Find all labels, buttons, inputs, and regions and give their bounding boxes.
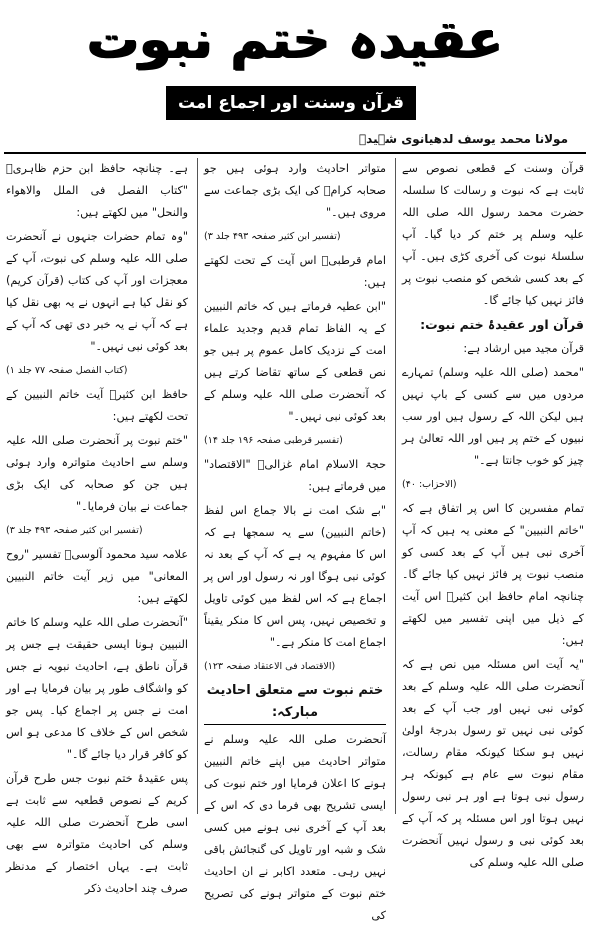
- column-divider: [197, 158, 198, 814]
- column-divider: [395, 158, 396, 814]
- citation: (تفسیر ابن کثیر صفحہ ۴۹۳ جلد ۳): [204, 231, 341, 242]
- section-heading: ختم نبوت سے متعلق احادیث مبارکہ:: [204, 680, 386, 725]
- article-paragraph: قرآن وسنت کے قطعی نصوص سے ثابت ہے کہ نبوت و رسالت کا سلسلہ حضرت محمد رسول اللہ صلی اللہ علیہ وسلم پر ختم کر دیا گیا۔ آپ سلسلۂ نبوت کی آخری کڑی ہیں۔ آپ کے بعد کسی شخص کو منصب نبوت پر فائز نہیں کیا جائے گا۔: [402, 162, 584, 307]
- article-paragraph: متواتر احادیث وارد ہوئی ہیں جو صحابہ کرامؓ کی ایک بڑی جماعت سے مروی ہیں۔": [204, 162, 386, 219]
- article-paragraph: "بے شک امت نے بالا جماع اس لفظ (خاتم النبیین) سے یہ سمجھا ہے کہ اس کا مفہوم یہ ہے کہ آپ کے بعد نہ کوئی نبی ہوگا اور نہ رسول اور اس پر اجماع ہے کہ اس لفظ میں کوئی تاویل و تخصیص نہیں، پس اس کا منکر یقیناً اجماع امت کا منکر ہے۔": [204, 504, 386, 649]
- article-paragraph: "یہ آیت اس مسئلہ میں نص ہے کہ آنحضرت صلی اللہ علیہ وسلم کے بعد کوئی نبی نہیں اور جب آپ کے بعد کوئی نبی نہیں تو رسول بدرجۂ اولیٰ نہیں ہو سکتا کیونکہ مقام رسالت، مقام نبوت سے عام ہے کیونکہ ہر رسول نبی ہوتا ہے اور ہر نبی رسول نہیں ہوتا اور اس مسئلہ پر کہ آپ کے بعد کوئی نبی و رسول نہیں آنحضرت صلی اللہ علیہ وسلم کی: [402, 658, 584, 869]
- citation: (تفسیر قرطبی صفحہ ۱۹۶ جلد ۱۴): [204, 435, 343, 446]
- article-column-2: [204, 158, 386, 922]
- page-title: عقیدہ ختم نبوت: [87, 10, 503, 70]
- article-paragraph: تمام مفسرین کا اس پر اتفاق ہے کہ "خاتم النبیین" کے معنی یہ ہیں کہ آپ آخری نبی ہیں آپ کے بعد کسی کو منصب نبوت پر فائز نہیں کیا جائے گا۔ چنانچہ امام حافظ ابن کثیرؒ اس آیت کے ذیل میں اپنی تفسیر میں لکھتے ہیں:: [402, 502, 584, 647]
- citation: (الاقتصاد فی الاعتقاد صفحہ ۱۲۳): [204, 661, 336, 672]
- article-paragraph: "ابن عطیہ فرماتے ہیں کہ خاتم النبیین کے یہ الفاظ تمام قدیم وجدید علماء امت کے نزدیک کامل عموم پر ہیں جو نص قطعی کے ساتھ تقاضا کرتے ہیں کہ آنحضرت صلی اللہ علیہ وسلم کے بعد کوئی نبی نہیں۔": [204, 300, 386, 423]
- article-paragraph: آنحضرت صلی اللہ علیہ وسلم نے متواتر احادیث میں اپنے خاتم النبیین ہونے کا اعلان فرمایا اور ختم نبوت کی ایسی تشریح بھی فرما دی کہ اس کے بعد آپ کے آخری نبی ہونے میں کسی شک و شبہ اور تاویل کی گنجائش باقی نہیں رہی۔ متعدد اکابر نے ان احادیث ختم نبوت کے متواتر ہونے کی تصریح کی: [204, 733, 386, 922]
- author-byline: مولانا محمد یوسف لدھیانوی شہیدؒ: [358, 132, 568, 146]
- article-column-3: [6, 158, 188, 895]
- article-paragraph: پس عقیدۂ ختم نبوت جس طرح قرآن کریم کے نصوص قطعیہ سے ثابت ہے اسی طرح آنحضرت صلی اللہ علیہ وسلم کی احادیث متواترہ سے بھی ثابت ہے۔ یہاں اختصار کے مدنظر صرف چند احادیث ذکر: [6, 772, 188, 895]
- article-paragraph: علامہ سید محمود آلوسیؒ تفسیر "روح المعانی" میں زیر آیت خاتم النبیین لکھتے ہیں:: [6, 548, 188, 605]
- article-paragraph: ہے۔ چنانچہ حافظ ابن حزم ظاہریؒ "کتاب الفصل فی الملل والاھواء والنحل" میں لکھتے ہیں:: [6, 162, 188, 219]
- header-rule: [4, 152, 586, 154]
- page-subtitle: قرآن وسنت اور اجماع امت کی روشنی میں: [178, 93, 404, 147]
- citation: (کتاب الفصل صفحہ ۷۷ جلد ۱): [6, 365, 128, 376]
- article-paragraph: "ختم نبوت پر آنحضرت صلی اللہ علیہ وسلم سے احادیث متواترہ وارد ہوئی ہیں جن کو صحابہ کی ایک بڑی جماعت نے بیان فرمایا۔": [6, 434, 188, 513]
- article-paragraph: امام قرطبیؒ اس آیت کے تحت لکھتے ہیں:: [204, 254, 386, 289]
- article-paragraph: "محمد (صلی اللہ علیہ وسلم) تمہارے مردوں میں سے کسی کے باپ نہیں ہیں لیکن اللہ کے رسول ہیں اور سب نبیوں کے ختم پر ہیں اور اللہ تعالیٰ ہر چیز کو خوب جانتا ہے۔": [402, 366, 584, 467]
- article-paragraph: حجۃ الاسلام امام غزالیؒ "الاقتصاد" میں فرماتے ہیں:: [204, 458, 386, 493]
- citation: (تفسیر ابن کثیر صفحہ ۴۹۳ جلد ۳): [6, 525, 143, 536]
- citation: (الاحزاب: ۴۰): [402, 479, 457, 490]
- article-paragraph: "وہ تمام حضرات جنہوں نے آنحضرت صلی اللہ علیہ وسلم کی نبوت، آپ کے معجزات اور آپ کی کتاب (قرآن کریم) کو نقل کیا ہے انہوں نے یہ بھی نقل کیا ہے کہ آپ نے یہ خبر دی تھی کہ آپ کے بعد کوئی نبی نہیں۔": [6, 230, 188, 353]
- article-paragraph: حافظ ابن کثیرؒ آیت خاتم النبیین کے تحت لکھتے ہیں:: [6, 388, 188, 423]
- section-heading: قرآن اور عقیدۂ ختم نبوت:: [420, 317, 584, 332]
- masthead: [0, 0, 590, 147]
- article-paragraph: "آنحضرت صلی اللہ علیہ وسلم کا خاتم النبیین ہونا ایسی حقیقت ہے جس پر قرآن ناطق ہے، احادیث نبویہ نے جس کو واشگاف طور پر بیان فرمایا ہے اور امت نے جس پر اجماع کیا۔ پس جو شخص اس کے خلاف کا مدعی ہو اس کو کافر قرار دیا جائے گا۔": [6, 616, 188, 761]
- article-paragraph: قرآن مجید میں ارشاد ہے:: [463, 342, 584, 355]
- article-column-1: [402, 158, 584, 869]
